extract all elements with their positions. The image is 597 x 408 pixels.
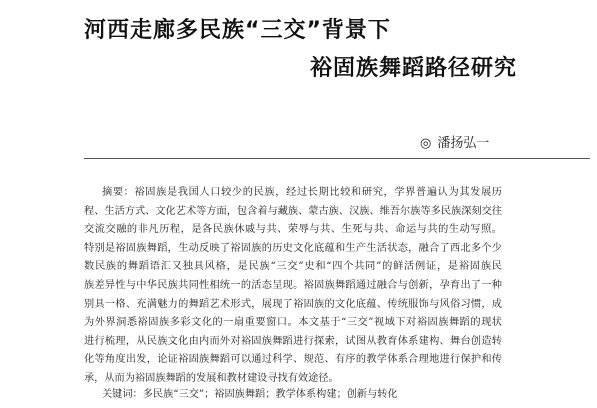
abstract-line: 为外界洞悉裕固族多彩文化的一扇重要窗口。本文基于“三交”视域下对裕固族舞蹈的现状 bbox=[84, 317, 502, 329]
article-title-line-2: 裕固族舞蹈路径研究 bbox=[310, 56, 518, 81]
abstract-line: 承，从而为裕固族舞蹈的发展和教材建设寻找有效途径。 bbox=[84, 372, 339, 384]
author-byline bbox=[420, 132, 489, 151]
article-title-line-1: 河西走廊多民族“三交”背景下 bbox=[84, 18, 391, 43]
abstract-line: 交流交融的非凡历程，是各民族休戚与共、荣辱与共、生死与共、命运与共的生动写照。 bbox=[84, 224, 502, 236]
abstract-line: 族差异性与中华民族共同性相统一的活态呈现。裕固族舞蹈通过融合与创新，孕育出了一种 bbox=[84, 279, 502, 291]
abstract-line: 数民族的舞蹈语汇又独具风格，是民族“三交”史和“四个共同”的鲜活例证，是裕固族民 bbox=[84, 261, 502, 273]
abstract-line: 摘要：裕固族是我国人口较少的民族，经过长期比较和研究，学界普遍认为其发展历 bbox=[102, 187, 502, 198]
abstract bbox=[84, 184, 502, 389]
author-mark-icon: ◎ bbox=[420, 136, 432, 151]
abstract-line: 特别是裕固族舞蹈，生动反映了裕固族的历史文化底蕴和生产生活状态，融合了西北多个少 bbox=[84, 242, 502, 254]
abstract-line: 化等角度出发，论证裕固族舞蹈可以通过科学、规范、有序的教学体系合理地进行保护和传 bbox=[84, 354, 502, 366]
author-name: 潘扬弘一 bbox=[437, 136, 490, 151]
title-divider bbox=[84, 158, 590, 159]
abstract-line: 程、生活方式、文化艺术等方面，包含着与藏族、蒙古族、汉族、维吾尔族等多民族深刻交往 bbox=[84, 205, 502, 217]
abstract-line: 进行梳理，从民族文化由内而外对裕固族舞蹈进行探索，试图从教育体系建构、舞台创造转 bbox=[84, 335, 502, 347]
author-row bbox=[0, 132, 597, 152]
abstract-line: 别具一格、充满魅力的舞蹈艺术形式，展现了裕固族的文化底蕴、传统服饰与风俗习惯，成 bbox=[84, 298, 502, 310]
keywords: 关键词：多民族“三交”；裕固族舞蹈；教学体系构建；创新与转化 bbox=[102, 389, 398, 400]
